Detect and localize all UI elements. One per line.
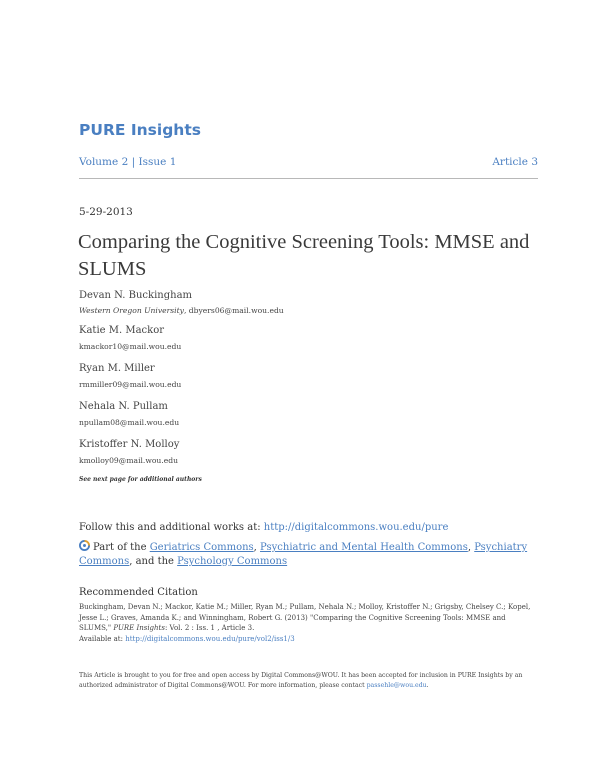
follow-text: Follow this and additional works at: [79,522,264,533]
journal-title[interactable]: PURE Insights [79,121,201,139]
part-of-sep: , [253,542,261,553]
author-name: Katie M. Mackor [79,325,165,336]
follow-url-link[interactable]: http://digitalcommons.wou.edu/pure [263,522,449,533]
footer-end: . [426,682,429,690]
open-access-icon [79,540,90,551]
volume-separator: | [131,156,136,168]
recommended-citation-heading: Recommended Citation [79,587,198,598]
geriatrics-commons-link[interactable]: Geriatrics Commons [149,542,254,553]
author-name: Kristoffer N. Molloy [79,439,180,450]
psychiatric-mental-health-commons-link[interactable]: Psychiatric and Mental Health Commons [260,542,468,553]
author-email: kmackor10@mail.wou.edu [79,342,182,351]
author-email: rmmiller09@mail.wou.edu [79,380,182,389]
author-email: npullam08@mail.wou.edu [79,418,180,427]
volume-link[interactable]: Volume 2 [79,156,129,168]
psychology-commons-link[interactable]: Psychology Commons [177,556,288,567]
author-name: Ryan M. Miller [79,363,155,374]
author-name: Nehala N. Pullam [79,401,168,412]
contact-email-link[interactable]: passehle@wou.edu [366,682,427,690]
volume-issue-row [79,156,538,168]
author-affiliation-email [79,306,284,315]
citation-journal: PURE Insights [113,624,165,632]
citation-url-link[interactable]: http://digitalcommons.wou.edu/pure/vol2/iss1/3 [125,634,295,643]
article-link[interactable]: Article 3 [492,156,538,168]
author-email: , dbyers06@mail.wou.edu [183,306,284,315]
see-next-page-note: See next page for additional authors [79,476,202,483]
citation-text: Buckingham, Devan N.; Mackor, Katie M.; Miller, Ryan M.; Pullam, Nehala N.; Molloy, Kristoffer N.; Grigsby, Chelsey C.; Kopel, Jesse L.; Graves, Amanda K.; and Winningham, Robert G. (2013) "Comparing the Cognitive Screening Tools: MMSE and SLUMS," [79,603,531,632]
author-affiliation: Western Oregon University [79,306,184,315]
issue-link[interactable]: Issue 1 [138,156,177,168]
author-email: kmolloy09@mail.wou.edu [79,456,178,465]
available-label: Available at: [79,634,126,643]
publication-date: 5-29-2013 [79,206,133,218]
header-divider [79,178,538,179]
paper-title: Comparing the Cognitive Screening Tools: MMSE and SLUMS [78,231,530,280]
footer-text: This Article is brought to you for free and open access by Digital Commons@WOU. It has been accepted for inclusion in PURE Insights by an authorized administrator of Digital Commons@WOU. For more information, please contact [79,672,523,690]
psychiatry-commons-link[interactable]: Psychiatry Commons [79,542,528,567]
footer-notice [79,671,534,691]
citation-text-block [79,602,534,644]
part-of-sep: , and the [129,556,178,567]
part-of-prefix: Part of the [93,542,150,553]
part-of-disciplines [79,540,549,569]
author-name: Devan N. Buckingham [79,290,193,301]
part-of-sep: , [467,542,475,553]
citation-volume: : Vol. 2 : Iss. 1 , Article 3. [164,624,255,632]
follow-line [79,522,448,533]
